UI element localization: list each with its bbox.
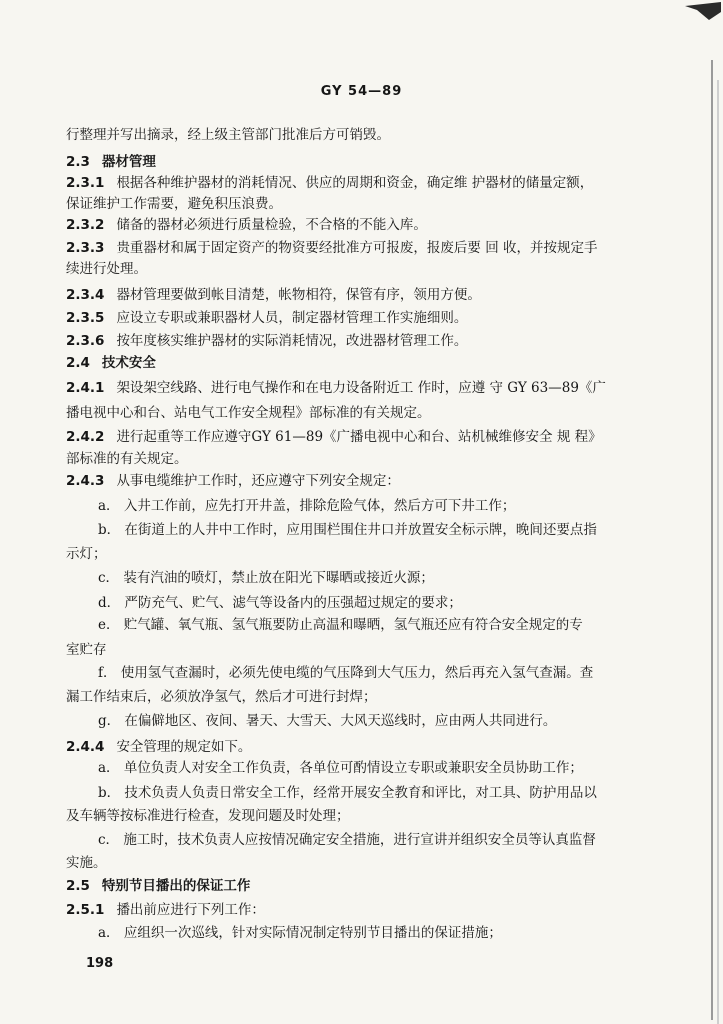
line-text: c． 施工时，技术负责人应按情况确定安全措施，进行宣讲并组织安全员等认真监督 xyxy=(98,832,596,848)
clause-line xyxy=(66,876,658,896)
clause-line xyxy=(66,471,658,491)
line-text: a． 入井工作前，应先打开井盖，排除危险气体，然后方可下井工作； xyxy=(98,498,516,514)
page-number: 198 xyxy=(86,956,114,971)
page-header-code: GY 54—89 xyxy=(320,84,403,99)
line-text: c． 装有汽油的喷灯，禁止放在阳光下曝晒或接近火源； xyxy=(98,570,434,586)
clause-line xyxy=(66,378,658,398)
line-text: 根据各种维护器材的消耗情况、供应的周期和资金，确定维 护器材的储量定额， xyxy=(116,175,594,191)
clause-line xyxy=(66,215,658,235)
clause-line xyxy=(66,900,658,920)
line-text: 播电视中心和台、站电气工作安全规程》部标准的有关规定。 xyxy=(66,405,431,421)
scan-edge-line-2 xyxy=(717,80,719,1024)
clause-line xyxy=(66,331,658,351)
list-item-line xyxy=(98,783,658,803)
clause-line xyxy=(66,427,658,447)
clause-number: 2.4 xyxy=(66,355,90,371)
list-item-line xyxy=(98,711,658,731)
line-text: b． 技术负责人负责日常安全工作，经常开展安全教育和评比，对工具、防护用品以 xyxy=(98,785,597,801)
clause-number: 2.3.1 xyxy=(66,175,105,191)
text-line xyxy=(66,449,658,469)
clause-number: 2.5.1 xyxy=(66,902,105,918)
clause-number: 2.3.3 xyxy=(66,240,105,256)
clause-number: 2.3.2 xyxy=(66,217,105,233)
line-text: 部标准的有关规定。 xyxy=(66,451,188,467)
clause-line xyxy=(66,238,658,258)
text-line xyxy=(66,640,658,660)
text-line xyxy=(66,259,658,279)
clause-number: 2.3 xyxy=(66,154,90,170)
text-line xyxy=(66,194,658,214)
clause-line xyxy=(66,353,658,373)
line-text: 应设立专职或兼职器材人员，制定器材管理工作实施细则。 xyxy=(116,310,468,326)
clause-number: 2.3.5 xyxy=(66,310,105,326)
line-text: 按年度核实维护器材的实际消耗情况，改进器材管理工作。 xyxy=(116,333,468,349)
line-text: 器材管理 xyxy=(101,154,156,170)
line-text: g． 在偏僻地区、夜间、暑天、大雪天、大风天巡线时，应由两人共同进行。 xyxy=(98,713,557,729)
line-text: 行整理并写出摘录，经上级主管部门批准后方可销毁。 xyxy=(66,127,390,143)
line-text: 及车辆等按标准进行检查，发现问题及时处理； xyxy=(66,808,350,824)
line-text: a． 应组织一次巡线，针对实际情况制定特别节目播出的保证措施； xyxy=(98,925,502,941)
clause-number: 2.4.4 xyxy=(66,739,105,755)
line-text: 架设架空线路、进行电气操作和在电力设备附近工 作时，应遵 守 GY 63—89《广 xyxy=(116,380,606,396)
line-text: 特别节目播出的保证工作 xyxy=(101,878,251,894)
list-item-line xyxy=(98,520,658,540)
clause-line xyxy=(66,308,658,328)
clause-number: 2.3.6 xyxy=(66,333,105,349)
text-line xyxy=(66,544,658,564)
text-line xyxy=(66,853,658,873)
text-line xyxy=(66,403,658,423)
clause-line xyxy=(66,152,658,172)
line-text: d． 严防充气、贮气、滤气等设备内的压强超过规定的要求； xyxy=(98,595,462,611)
list-item-line xyxy=(98,830,658,850)
list-item-line xyxy=(98,568,658,588)
line-text: 室贮存 xyxy=(66,642,107,658)
line-text: 从事电缆维护工作时，还应遵守下列安全规定： xyxy=(116,473,400,489)
line-text: 进行起重等工作应遵守GY 61—89《广播电视中心和台、站机械维修安全 规 程》 xyxy=(116,429,602,445)
clause-number: 2.4.3 xyxy=(66,473,105,489)
text-line xyxy=(66,687,658,707)
text-line xyxy=(66,806,658,826)
line-text: e． 贮气罐、氧气瓶、氢气瓶要防止高温和曝晒，氢气瓶还应有符合安全规定的专 xyxy=(98,617,583,633)
line-text: 漏工作结束后，必须放净氢气，然后才可进行封焊； xyxy=(66,689,377,705)
clause-number: 2.4.1 xyxy=(66,380,105,396)
line-text: 贵重器材和属于固定资产的物资要经批准方可报废，报废后要 回 收，并按规定手 xyxy=(116,240,598,256)
list-item-line xyxy=(98,615,658,635)
line-text: f． 使用氢气查漏时，必须先使电缆的气压降到大气压力，然后再充入氢气查漏。查 xyxy=(98,665,594,681)
list-item-line xyxy=(98,663,658,683)
text-line xyxy=(66,125,658,145)
page-corner-mark xyxy=(683,0,723,24)
list-item-line xyxy=(98,496,658,516)
line-text: a． 单位负责人对安全工作负责，各单位可酌情设立专职或兼职安全员协助工作； xyxy=(98,760,583,776)
list-item-line xyxy=(98,758,658,778)
line-text: 储备的器材必须进行质量检验，不合格的不能入库。 xyxy=(116,217,427,233)
list-item-line xyxy=(98,923,658,943)
clause-line xyxy=(66,737,658,757)
line-text: 实施。 xyxy=(66,855,107,871)
clause-line xyxy=(66,285,658,305)
line-text: 器材管理要做到帐目清楚，帐物相符，保管有序，领用方便。 xyxy=(116,287,481,303)
scan-edge-line xyxy=(711,60,713,1020)
line-text: b． 在街道上的人井中工作时，应用围栏围住井口并放置安全标示牌，晚间还要点指 xyxy=(98,522,597,538)
clause-line xyxy=(66,173,658,193)
clause-number: 2.5 xyxy=(66,878,90,894)
line-text: 续进行处理。 xyxy=(66,261,147,277)
line-text: 示灯； xyxy=(66,546,107,562)
list-item-line xyxy=(98,593,658,613)
line-text: 保证维护工作需要，避免积压浪费。 xyxy=(66,196,282,212)
clause-number: 2.4.2 xyxy=(66,429,105,445)
line-text: 播出前应进行下列工作： xyxy=(116,902,265,918)
clause-number: 2.3.4 xyxy=(66,287,105,303)
line-text: 技术安全 xyxy=(101,355,156,371)
line-text: 安全管理的规定如下。 xyxy=(116,739,252,755)
